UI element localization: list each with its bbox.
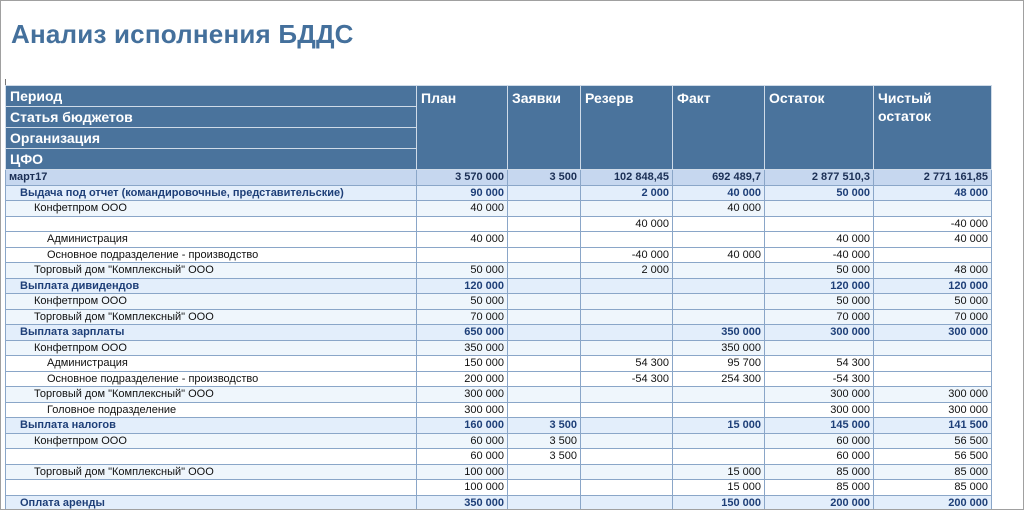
requests-cell[interactable]: 3 500 (508, 418, 581, 434)
net-balance-cell[interactable]: 300 000 (874, 387, 992, 403)
net-balance-cell[interactable]: 70 000 (874, 309, 992, 325)
fact-cell[interactable] (673, 387, 765, 403)
plan-cell[interactable]: 70 000 (417, 309, 508, 325)
reserve-cell[interactable] (581, 232, 673, 248)
net-balance-cell[interactable]: 300 000 (874, 325, 992, 341)
balance-cell[interactable]: 50 000 (765, 294, 874, 310)
row-label[interactable]: Конфетпром ООО (6, 294, 417, 310)
fact-cell[interactable] (673, 433, 765, 449)
net-balance-cell[interactable] (874, 247, 992, 263)
net-balance-cell[interactable]: -40 000 (874, 216, 992, 232)
row-label[interactable]: Торговый дом "Комплексный" ООО (6, 387, 417, 403)
requests-cell[interactable] (508, 340, 581, 356)
net-balance-cell[interactable] (874, 340, 992, 356)
fact-cell[interactable] (673, 232, 765, 248)
header-reserve[interactable]: Резерв (581, 86, 673, 170)
reserve-cell[interactable] (581, 480, 673, 496)
balance-cell[interactable]: -54 300 (765, 371, 874, 387)
reserve-cell[interactable]: 2 000 (581, 263, 673, 279)
net-balance-cell[interactable]: 50 000 (874, 294, 992, 310)
fact-cell[interactable] (673, 294, 765, 310)
header-plan[interactable]: План (417, 86, 508, 170)
requests-cell[interactable]: 3 500 (508, 449, 581, 465)
reserve-cell[interactable] (581, 294, 673, 310)
requests-cell[interactable] (508, 402, 581, 418)
table-row[interactable] (6, 433, 992, 449)
fact-cell[interactable] (673, 309, 765, 325)
reserve-cell[interactable] (581, 449, 673, 465)
fact-cell[interactable] (673, 263, 765, 279)
table-row[interactable] (6, 495, 992, 510)
balance-cell[interactable] (765, 340, 874, 356)
header-organization[interactable]: Организация (6, 128, 417, 149)
reserve-cell[interactable]: 54 300 (581, 356, 673, 372)
table-row[interactable] (6, 325, 992, 341)
plan-cell[interactable]: 160 000 (417, 418, 508, 434)
requests-cell[interactable] (508, 464, 581, 480)
net-balance-cell[interactable]: 300 000 (874, 402, 992, 418)
row-label[interactable]: Выплата зарплаты (6, 325, 417, 341)
table-row[interactable] (6, 480, 992, 496)
header-budget-items[interactable]: Статья бюджетов (6, 107, 417, 128)
reserve-cell[interactable] (581, 309, 673, 325)
row-label[interactable]: Основное подразделение - производство (6, 247, 417, 263)
net-balance-cell[interactable]: 48 000 (874, 263, 992, 279)
balance-cell[interactable]: 2 877 510,3 (765, 170, 874, 186)
requests-cell[interactable] (508, 387, 581, 403)
reserve-cell[interactable]: -54 300 (581, 371, 673, 387)
table-row[interactable] (6, 263, 992, 279)
plan-cell[interactable]: 120 000 (417, 278, 508, 294)
reserve-cell[interactable]: 40 000 (581, 216, 673, 232)
net-balance-cell[interactable]: 56 500 (874, 433, 992, 449)
header-net-balance-line2: остаток (878, 108, 932, 124)
row-label[interactable]: Оплата аренды (6, 495, 417, 510)
net-balance-cell[interactable] (874, 356, 992, 372)
reserve-cell[interactable]: -40 000 (581, 247, 673, 263)
table-row[interactable] (6, 418, 992, 434)
net-balance-cell[interactable] (874, 201, 992, 217)
balance-cell[interactable]: 300 000 (765, 402, 874, 418)
row-label[interactable]: Торговый дом "Комплексный" ООО (6, 309, 417, 325)
plan-cell[interactable]: 350 000 (417, 340, 508, 356)
fact-cell[interactable] (673, 216, 765, 232)
requests-cell[interactable] (508, 309, 581, 325)
requests-cell[interactable] (508, 263, 581, 279)
header-balance[interactable]: Остаток (765, 86, 874, 170)
reserve-cell[interactable] (581, 464, 673, 480)
header-requests[interactable]: Заявки (508, 86, 581, 170)
requests-cell[interactable] (508, 216, 581, 232)
plan-cell[interactable] (417, 247, 508, 263)
requests-cell[interactable] (508, 247, 581, 263)
table-row[interactable] (6, 216, 992, 232)
reserve-cell[interactable] (581, 340, 673, 356)
reserve-cell[interactable] (581, 278, 673, 294)
plan-cell[interactable]: 50 000 (417, 263, 508, 279)
net-balance-cell[interactable]: 56 500 (874, 449, 992, 465)
table-row[interactable] (6, 247, 992, 263)
balance-cell[interactable]: 200 000 (765, 495, 874, 510)
fact-cell[interactable]: 350 000 (673, 340, 765, 356)
requests-cell[interactable]: 3 500 (508, 433, 581, 449)
balance-cell[interactable]: 120 000 (765, 278, 874, 294)
reserve-cell[interactable] (581, 495, 673, 510)
reserve-cell[interactable] (581, 325, 673, 341)
fact-cell[interactable]: 15 000 (673, 480, 765, 496)
net-balance-cell[interactable]: 200 000 (874, 495, 992, 510)
requests-cell[interactable] (508, 495, 581, 510)
fact-cell[interactable]: 40 000 (673, 247, 765, 263)
balance-cell[interactable] (765, 216, 874, 232)
balance-cell[interactable]: 70 000 (765, 309, 874, 325)
plan-cell[interactable] (417, 216, 508, 232)
balance-cell[interactable]: 85 000 (765, 464, 874, 480)
row-label[interactable]: Администрация (6, 232, 417, 248)
row-label[interactable]: Выплата налогов (6, 418, 417, 434)
requests-cell[interactable]: 3 500 (508, 170, 581, 186)
plan-cell[interactable]: 90 000 (417, 185, 508, 201)
reserve-cell[interactable]: 102 848,45 (581, 170, 673, 186)
row-label[interactable]: Конфетпром ООО (6, 201, 417, 217)
budget-execution-table (5, 85, 992, 510)
balance-cell[interactable]: 40 000 (765, 232, 874, 248)
requests-cell[interactable] (508, 356, 581, 372)
requests-cell[interactable] (508, 278, 581, 294)
row-label[interactable]: Выдача под отчет (командировочные, представительские) (6, 185, 417, 201)
net-balance-cell[interactable]: 85 000 (874, 464, 992, 480)
balance-cell[interactable]: 145 000 (765, 418, 874, 434)
table-row[interactable] (6, 294, 992, 310)
balance-cell[interactable]: 85 000 (765, 480, 874, 496)
table-row[interactable] (6, 170, 992, 186)
table-row[interactable] (6, 278, 992, 294)
plan-cell[interactable]: 100 000 (417, 464, 508, 480)
balance-cell[interactable] (765, 201, 874, 217)
requests-cell[interactable] (508, 232, 581, 248)
table-row[interactable] (6, 356, 992, 372)
row-label[interactable]: Головное подразделение (6, 402, 417, 418)
requests-cell[interactable] (508, 325, 581, 341)
header-net-balance-line1: Чистый (878, 90, 932, 106)
balance-cell[interactable]: 50 000 (765, 185, 874, 201)
fact-cell[interactable]: 40 000 (673, 185, 765, 201)
requests-cell[interactable] (508, 371, 581, 387)
table-row[interactable] (6, 201, 992, 217)
reserve-cell[interactable] (581, 201, 673, 217)
row-label[interactable]: Администрация (6, 356, 417, 372)
requests-cell[interactable] (508, 480, 581, 496)
fact-cell[interactable]: 95 700 (673, 356, 765, 372)
header-cfo[interactable]: ЦФО (6, 149, 417, 170)
table-row[interactable] (6, 371, 992, 387)
net-balance-cell[interactable]: 120 000 (874, 278, 992, 294)
balance-cell[interactable]: 300 000 (765, 325, 874, 341)
reserve-cell[interactable] (581, 387, 673, 403)
header-net-balance[interactable] (874, 86, 992, 170)
table-row[interactable] (6, 309, 992, 325)
plan-cell[interactable]: 40 000 (417, 232, 508, 248)
row-label[interactable] (6, 480, 417, 496)
row-label[interactable]: Основное подразделение - производство (6, 371, 417, 387)
row-label[interactable]: Выплата дивидендов (6, 278, 417, 294)
plan-cell[interactable]: 60 000 (417, 433, 508, 449)
plan-cell[interactable]: 350 000 (417, 495, 508, 510)
net-balance-cell[interactable]: 85 000 (874, 480, 992, 496)
row-label[interactable]: Торговый дом "Комплексный" ООО (6, 464, 417, 480)
table-row[interactable] (6, 402, 992, 418)
plan-cell[interactable]: 3 570 000 (417, 170, 508, 186)
reserve-cell[interactable] (581, 418, 673, 434)
row-label[interactable]: Конфетпром ООО (6, 340, 417, 356)
header-fact[interactable]: Факт (673, 86, 765, 170)
requests-cell[interactable] (508, 294, 581, 310)
net-balance-cell[interactable] (874, 371, 992, 387)
balance-cell[interactable]: 54 300 (765, 356, 874, 372)
row-label[interactable] (6, 449, 417, 465)
balance-cell[interactable]: 60 000 (765, 449, 874, 465)
table-row[interactable] (6, 185, 992, 201)
balance-cell[interactable]: 50 000 (765, 263, 874, 279)
fact-cell[interactable]: 254 300 (673, 371, 765, 387)
fact-cell[interactable]: 150 000 (673, 495, 765, 510)
fact-cell[interactable]: 15 000 (673, 464, 765, 480)
balance-cell[interactable]: 300 000 (765, 387, 874, 403)
net-balance-cell[interactable]: 141 500 (874, 418, 992, 434)
plan-cell[interactable]: 650 000 (417, 325, 508, 341)
fact-cell[interactable] (673, 402, 765, 418)
table-row[interactable] (6, 340, 992, 356)
fact-cell[interactable]: 692 489,7 (673, 170, 765, 186)
plan-cell[interactable]: 300 000 (417, 387, 508, 403)
net-balance-cell[interactable]: 48 000 (874, 185, 992, 201)
reserve-cell[interactable]: 2 000 (581, 185, 673, 201)
fact-cell[interactable] (673, 449, 765, 465)
header-period[interactable]: Период (6, 86, 417, 107)
table-row[interactable] (6, 232, 992, 248)
plan-cell[interactable]: 300 000 (417, 402, 508, 418)
plan-cell[interactable]: 50 000 (417, 294, 508, 310)
row-label[interactable]: Торговый дом "Комплексный" ООО (6, 263, 417, 279)
reserve-cell[interactable] (581, 402, 673, 418)
balance-cell[interactable]: 60 000 (765, 433, 874, 449)
row-label[interactable] (6, 216, 417, 232)
row-label[interactable]: март17 (6, 170, 417, 186)
report-title: Анализ исполнения БДДС (11, 19, 354, 49)
balance-cell[interactable]: -40 000 (765, 247, 874, 263)
plan-cell[interactable]: 60 000 (417, 449, 508, 465)
plan-cell[interactable]: 40 000 (417, 201, 508, 217)
requests-cell[interactable] (508, 185, 581, 201)
fact-cell[interactable]: 15 000 (673, 418, 765, 434)
requests-cell[interactable] (508, 201, 581, 217)
plan-cell[interactable]: 100 000 (417, 480, 508, 496)
table-row[interactable] (6, 449, 992, 465)
table-body (6, 170, 992, 510)
table-row[interactable] (6, 387, 992, 403)
plan-cell[interactable]: 150 000 (417, 356, 508, 372)
table-row[interactable] (6, 464, 992, 480)
net-balance-cell[interactable]: 2 771 161,85 (874, 170, 992, 186)
net-balance-cell[interactable]: 40 000 (874, 232, 992, 248)
reserve-cell[interactable] (581, 433, 673, 449)
fact-cell[interactable] (673, 278, 765, 294)
fact-cell[interactable]: 40 000 (673, 201, 765, 217)
row-label[interactable]: Конфетпром ООО (6, 433, 417, 449)
plan-cell[interactable]: 200 000 (417, 371, 508, 387)
fact-cell[interactable]: 350 000 (673, 325, 765, 341)
